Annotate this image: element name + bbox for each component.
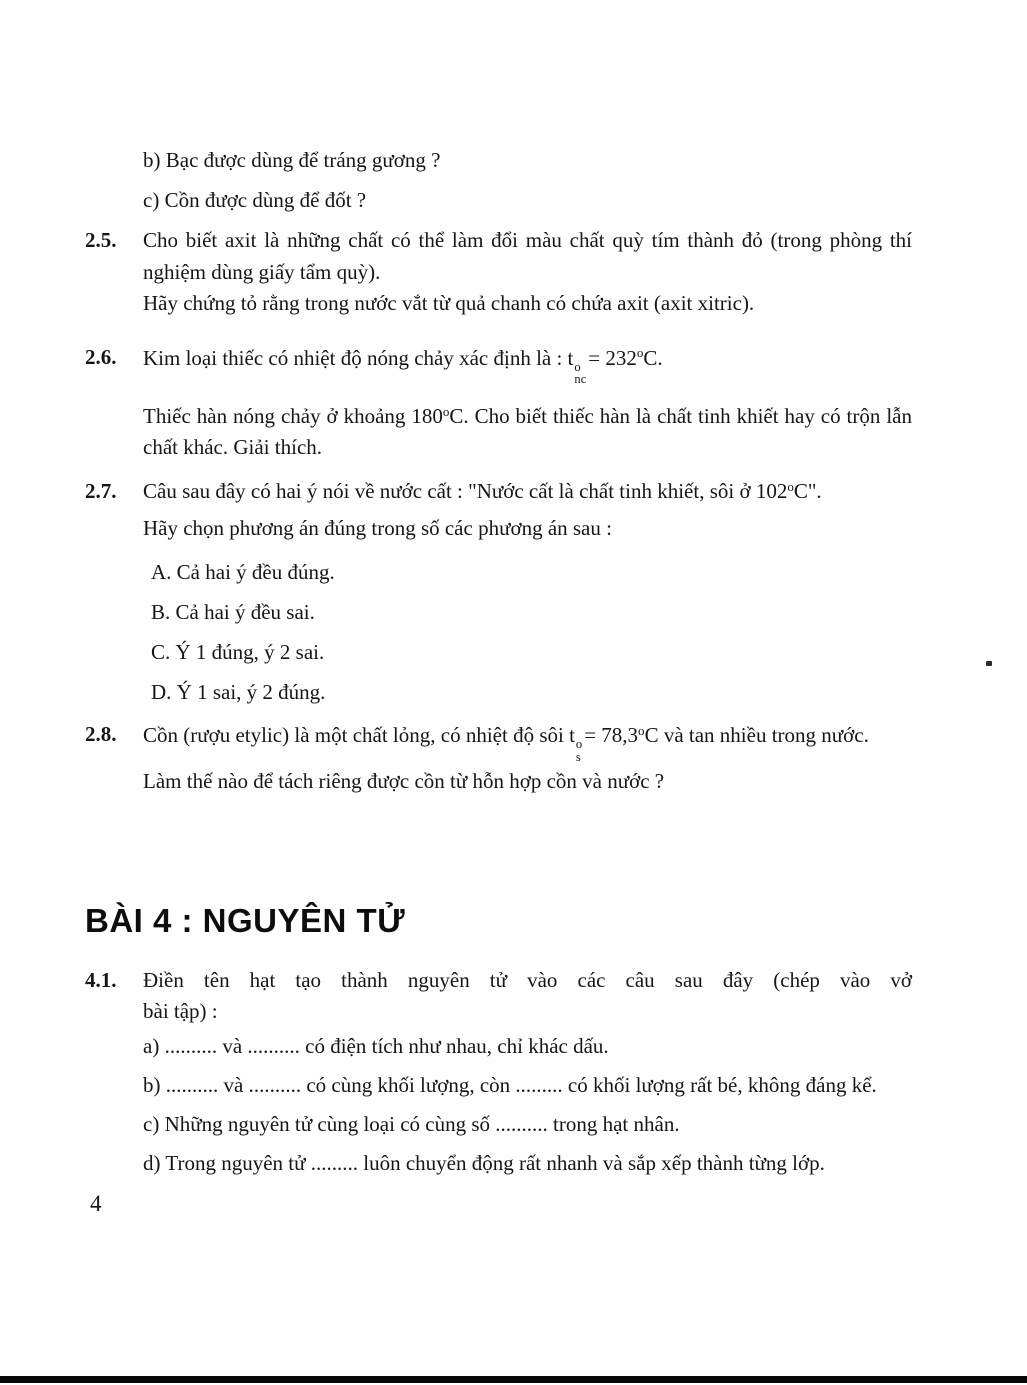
choose-instruction: Hãy chọn phương án đúng trong số các phương án sau : (143, 516, 612, 541)
intro-line-1: Điền tên hạt tạo thành nguyên tử vào các câu sau đây (chép vào vở (143, 967, 912, 992)
problem-body (143, 719, 912, 798)
problem-number: 4.1. (85, 967, 117, 992)
problem-2-6 (85, 342, 912, 464)
text-segment: C. (643, 345, 663, 370)
text-segment: C". (793, 478, 822, 503)
text-segment: = 78,3 (584, 722, 639, 747)
option-b: B. Cả hai ý đều sai. (151, 599, 315, 624)
problem-number: 2.5. (85, 228, 117, 252)
fill-blank-item-d: d) Trong nguyên tử ......... luôn chuyển động rất nhanh và sắp xếp thành từng lớp. (143, 1150, 825, 1175)
problem-2-8 (85, 719, 912, 798)
sub-question-b: b) Bạc được dùng để tráng gương ? (143, 148, 441, 172)
multiple-choice-options (143, 552, 912, 712)
problem-intro (143, 965, 912, 1028)
problem-body (143, 342, 912, 464)
problem-2-7 (85, 476, 912, 712)
text-segment: Kim loại thiếc có nhiệt độ nóng chảy xác định là : t (143, 345, 574, 370)
text-segment: C. Cho biết thiếc hàn là chất tinh khiết hay có trộn lẫn chất khác. Giải thích. (143, 403, 912, 460)
problem-text: Cho biết axit là những chất có thể làm đổi màu chất quỳ tím thành đỏ (trong phòng thí nghiệm dùng giấy tẩm quỳ). (143, 228, 912, 284)
text-segment: Cồn (rượu etylic) là một chất lỏng, có nhiệt độ sôi t (143, 722, 575, 747)
problem-body (143, 965, 912, 1179)
boiling-point-symbol: o s (575, 737, 583, 764)
sub-question-c: c) Cồn được dùng để đốt ? (143, 188, 367, 212)
degree-symbol: o (636, 345, 644, 361)
degree-symbol: o (442, 403, 450, 419)
problem-text: Hãy chứng tỏ rằng trong nước vắt từ quả chanh có chứa axit (axit xitric). (143, 291, 755, 315)
problem-number: 2.6. (85, 344, 117, 369)
text-segment: C và tan nhiều trong nước. (644, 722, 869, 747)
problem-body (143, 225, 912, 320)
degree-symbol: o (638, 722, 645, 738)
page-number: 4 (90, 1190, 102, 1216)
fill-blank-item-b: b) .......... và .......... có cùng khối lượng, còn ......... có khối lượng rất bé, không đáng kể. (143, 1072, 877, 1097)
problem-text: Làm thế nào để tách riêng được cồn từ hỗn hợp cồn và nước ? (143, 769, 665, 794)
scan-speck (986, 661, 992, 666)
intro-line-2: bài tập) : (143, 999, 218, 1024)
text-segment: Thiếc hàn nóng chảy ở khoảng 180 (143, 403, 443, 428)
melting-point-symbol: o nc (574, 359, 587, 387)
option-a: A. Cả hai ý đều đúng. (151, 559, 335, 584)
option-c: C. Ý 1 đúng, ý 2 sai. (151, 639, 325, 664)
problem-2-5 (85, 225, 912, 320)
text-segment: Câu sau đây có hai ý nói về nước cất : "Nước cất là chất tinh khiết, sôi ở 102 (143, 478, 788, 503)
section-heading: BÀI 4 : NGUYÊN TỬ (85, 901, 406, 939)
scan-edge-bar (0, 1376, 1027, 1383)
problem-number: 2.7. (85, 478, 117, 503)
text-segment: = 232 (588, 345, 637, 370)
option-d: D. Ý 1 sai, ý 2 đúng. (151, 679, 326, 704)
problem-text-with-formula (143, 719, 912, 763)
fill-blank-item-a: a) .......... và .......... có điện tích như nhau, chỉ khác dấu. (143, 1033, 609, 1058)
problem-4-1 (85, 965, 912, 1179)
problem-number: 2.8. (85, 721, 117, 746)
problem-text-with-formula (143, 401, 912, 464)
problem-text-with-formula (143, 342, 912, 386)
degree-symbol: o (787, 478, 794, 494)
problem-body (143, 476, 912, 712)
problem-text-with-formula (143, 476, 912, 508)
fill-blank-item-c: c) Những nguyên tử cùng loại có cùng số .......... trong hạt nhân. (143, 1111, 680, 1136)
